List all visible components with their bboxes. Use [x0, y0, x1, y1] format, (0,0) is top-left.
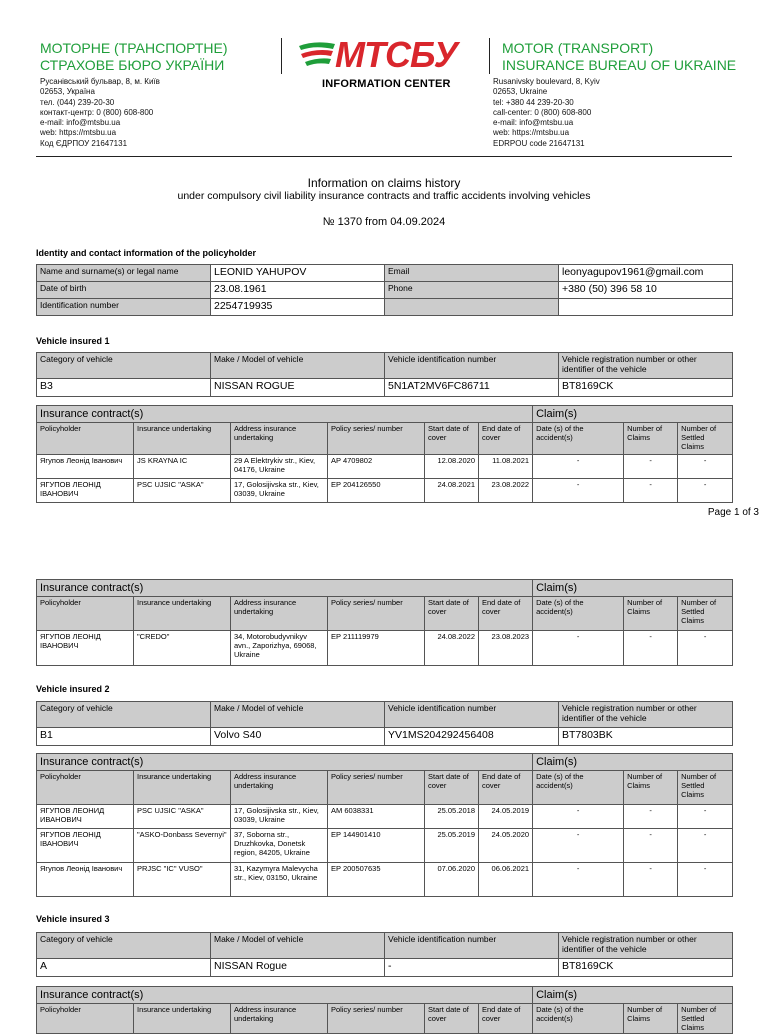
cell-undertaking: PSC UJSIC "ASKA"	[134, 805, 231, 829]
cell-start: 12.08.2020	[425, 455, 479, 479]
col-end: End date of cover	[479, 423, 533, 455]
cell-end: 23.08.2023	[479, 631, 533, 666]
vehicle-reg: BT8169CK	[559, 959, 733, 977]
col-nsettled: Number of Settled Claims	[678, 771, 733, 805]
cell-nsettled: -	[678, 805, 733, 829]
ua-email-line: e-mail: info@mtsbu.ua	[40, 118, 121, 128]
doc-subtitle: under compulsory civil liability insurance contracts and traffic accidents involving vehicles	[177, 190, 591, 202]
en-contact-block	[493, 77, 600, 149]
col-policyholder: Policyholder	[37, 597, 134, 631]
cell-start: 07.06.2020	[425, 863, 479, 897]
en-web-line: web: https://mtsbu.ua	[493, 128, 570, 138]
vin-header: Vehicle identification number	[385, 933, 559, 959]
empty-cell	[385, 299, 559, 316]
cell-policy: EP 211119979	[328, 631, 425, 666]
cell-nsettled: -	[678, 479, 733, 503]
make-header: Make / Model of vehicle	[211, 353, 385, 379]
vehicle-make: NISSAN Rogue	[211, 959, 385, 977]
category-header: Category of vehicle	[37, 933, 211, 959]
cell-holder: Ягупов Леонід Іванович	[37, 863, 134, 897]
ua-web-line: web: https://mtsbu.ua	[40, 128, 117, 138]
col-policy: Policy series/ number	[328, 1004, 425, 1034]
en-email-line: e-mail: info@mtsbu.ua	[493, 118, 574, 128]
cell-accident: -	[533, 479, 624, 503]
cell-policy: AM 6038331	[328, 805, 425, 829]
cell-accident: -	[533, 805, 624, 829]
ua-address-line: Русанівський бульвар, 8, м. Київ	[40, 77, 160, 86]
col-nsettled: Number of Settled Claims	[678, 423, 733, 455]
col-policy: Policy series/ number	[328, 423, 425, 455]
cell-end: 24.05.2020	[479, 829, 533, 863]
col-nclaims: Number of Claims	[624, 423, 678, 455]
name-value: LEONID YAHUPOV	[211, 265, 385, 282]
en-address-line: 02653, Ukraine	[493, 87, 548, 97]
claims-header: Claim(s)	[533, 754, 733, 771]
table-row	[37, 863, 733, 897]
en-title-line-2: INSURANCE BUREAU OF UKRAINE	[502, 57, 737, 73]
ua-phone-line: тел. (044) 239-20-30	[40, 97, 115, 107]
cell-nsettled: -	[678, 863, 733, 897]
page-number: Page 1 of 3	[707, 507, 759, 518]
en-title-line-1: MOTOR (TRANSPORT)	[502, 40, 654, 56]
category-header: Category of vehicle	[37, 353, 211, 379]
col-start: Start date of cover	[425, 1004, 479, 1034]
cell-accident: -	[533, 455, 624, 479]
col-undertaking: Insurance undertaking	[134, 771, 231, 805]
table-row	[37, 805, 733, 829]
col-undertaking: Insurance undertaking	[134, 597, 231, 631]
reg-header: Vehicle registration number or other identifier of the vehicle	[559, 353, 733, 379]
cell-undertaking: JS KRAYNA IC	[134, 455, 231, 479]
col-undertaking: Insurance undertaking	[134, 423, 231, 455]
empty-cell	[559, 299, 733, 316]
vehicle-3-table	[36, 932, 733, 977]
mtsbu-logo	[295, 34, 473, 77]
cell-address: 17, Golosijivska str., Kiev, 03039, Ukraine	[231, 479, 328, 503]
table-row	[37, 455, 733, 479]
col-policy: Policy series/ number	[328, 597, 425, 631]
cell-end: 23.08.2022	[479, 479, 533, 503]
col-undertaking: Insurance undertaking	[134, 1004, 231, 1034]
table-row	[37, 479, 733, 503]
cell-nclaims: -	[624, 829, 678, 863]
cell-undertaking: "ASKO-Donbass Severnyi"	[134, 829, 231, 863]
vin-header: Vehicle identification number	[385, 702, 559, 728]
col-policyholder: Policyholder	[37, 423, 134, 455]
contracts-header: Insurance contract(s)	[37, 580, 533, 597]
vehicle-vin: YV1MS204292456408	[385, 728, 559, 746]
reg-header: Vehicle registration number or other identifier of the vehicle	[559, 933, 733, 959]
col-accident: Date (s) of the accident(s)	[533, 1004, 624, 1034]
vehicle-category: A	[37, 959, 211, 977]
col-policyholder: Policyholder	[37, 771, 134, 805]
cell-address: 29 A Elektrykiv str., Kiev, 04176, Ukraine	[231, 455, 328, 479]
col-nclaims: Number of Claims	[624, 1004, 678, 1034]
cell-holder: ЯГУПОВ ЛЕОНІД ІВАНОВИЧ	[37, 631, 134, 666]
doc-title: Information on claims history	[307, 176, 461, 190]
col-nsettled: Number of Settled Claims	[678, 597, 733, 631]
cell-policy: AP 4709802	[328, 455, 425, 479]
dob-value: 23.08.1961	[211, 282, 385, 299]
en-code-line: EDRPOU code 21647131	[493, 138, 585, 148]
col-start: Start date of cover	[425, 423, 479, 455]
ua-code-line: Код ЄДРПОУ 21647131	[40, 138, 128, 148]
cell-nsettled: -	[678, 455, 733, 479]
col-address: Address insurance undertaking	[231, 771, 328, 805]
cell-start: 25.05.2019	[425, 829, 479, 863]
vehicle-category: B3	[37, 379, 211, 397]
ua-address-line: 02653, Україна	[40, 87, 95, 97]
id-label: Identification number	[37, 299, 211, 316]
col-start: Start date of cover	[425, 771, 479, 805]
policyholder-section-label: Identity and contact information of the policyholder	[36, 248, 257, 258]
cell-nclaims: -	[624, 631, 678, 666]
information-center-label: INFORMATION CENTER	[322, 78, 451, 90]
email-label: Email	[385, 265, 559, 282]
cell-address: 34, Motorobudyvnikyv avn., Zaporizhya, 69068, Ukraine	[231, 631, 328, 666]
col-policyholder: Policyholder	[37, 1004, 134, 1034]
cell-end: 06.06.2021	[479, 863, 533, 897]
vin-header: Vehicle identification number	[385, 353, 559, 379]
vehicle-vin: 5N1AT2MV6FC86711	[385, 379, 559, 397]
cell-nclaims: -	[624, 805, 678, 829]
cell-end: 11.08.2021	[479, 455, 533, 479]
col-nsettled: Number of Settled Claims	[678, 1004, 733, 1034]
vehicle-make: NISSAN ROGUE	[211, 379, 385, 397]
logo-text: МТСБУ	[335, 34, 457, 75]
claims-header: Claim(s)	[533, 987, 733, 1004]
cell-accident: -	[533, 829, 624, 863]
id-value: 2254719935	[211, 299, 385, 316]
cell-policy: EP 144901410	[328, 829, 425, 863]
cell-nsettled: -	[678, 829, 733, 863]
col-policy: Policy series/ number	[328, 771, 425, 805]
vehicle-reg: BT8169CK	[559, 379, 733, 397]
cell-nclaims: -	[624, 863, 678, 897]
en-callcenter-line: call-center: 0 (800) 608-800	[493, 107, 592, 117]
category-header: Category of vehicle	[37, 702, 211, 728]
col-end: End date of cover	[479, 1004, 533, 1034]
reg-header: Vehicle registration number or other identifier of the vehicle	[559, 702, 733, 728]
cell-holder: ЯГУПОВ ЛЕОНІД ІВАНОВИЧ	[37, 829, 134, 863]
contracts-table-v1-continued	[36, 579, 733, 666]
table-row	[37, 631, 733, 666]
vehicle-reg: BT7803BK	[559, 728, 733, 746]
contracts-header: Insurance contract(s)	[37, 406, 533, 423]
make-header: Make / Model of vehicle	[211, 702, 385, 728]
col-end: End date of cover	[479, 771, 533, 805]
cell-holder: ЯГУПОВ ЛЕОНІД ІВАНОВИЧ	[37, 479, 134, 503]
col-start: Start date of cover	[425, 597, 479, 631]
cell-nclaims: -	[624, 479, 678, 503]
vehicle-2-table	[36, 701, 733, 746]
contracts-table-v1	[36, 405, 733, 503]
ua-title-line-2: СТРАХОВЕ БЮРО УКРАЇНИ	[40, 57, 225, 73]
col-address: Address insurance undertaking	[231, 1004, 328, 1034]
contracts-table-v3	[36, 986, 733, 1034]
cell-holder: Ягупов Леонід Іванович	[37, 455, 134, 479]
table-row	[37, 829, 733, 863]
cell-nclaims: -	[624, 455, 678, 479]
col-accident: Date (s) of the accident(s)	[533, 423, 624, 455]
vehicle-2-label: Vehicle insured 2	[36, 684, 110, 694]
cell-start: 24.08.2021	[425, 479, 479, 503]
cell-end: 24.05.2019	[479, 805, 533, 829]
vehicle-vin: -	[385, 959, 559, 977]
vehicle-make: Volvo S40	[211, 728, 385, 746]
claims-header: Claim(s)	[533, 580, 733, 597]
cell-undertaking: "CREDO"	[134, 631, 231, 666]
en-address-line: Rusanivsky boulevard, 8, Kyiv	[493, 77, 600, 86]
vehicle-category: B1	[37, 728, 211, 746]
vehicle-1-label: Vehicle insured 1	[36, 336, 110, 346]
cell-address: 31, Kazymyra Malevycha str., Kiev, 03150, Ukraine	[231, 863, 328, 897]
cell-policy: EP 200507635	[328, 863, 425, 897]
phone-value: +380 (50) 396 58 10	[559, 282, 733, 299]
email-value: leonyagupov1961@gmail.com	[559, 265, 733, 282]
dob-label: Date of birth	[37, 282, 211, 299]
col-accident: Date (s) of the accident(s)	[533, 597, 624, 631]
header-divider	[36, 156, 732, 157]
col-accident: Date (s) of the accident(s)	[533, 771, 624, 805]
cell-start: 24.08.2022	[425, 631, 479, 666]
phone-label: Phone	[385, 282, 559, 299]
cell-undertaking: PRJSC "IC" VUSO"	[134, 863, 231, 897]
cell-holder: ЯГУПОВ ЛЕОНИД ИВАНОВИЧ	[37, 805, 134, 829]
cell-accident: -	[533, 863, 624, 897]
ua-title-line-1: МОТОРНЕ (ТРАНСПОРТНЕ)	[40, 40, 228, 56]
cell-start: 25.05.2018	[425, 805, 479, 829]
cell-undertaking: PSC UJSIC "ASKA"	[134, 479, 231, 503]
col-nclaims: Number of Claims	[624, 771, 678, 805]
cell-accident: -	[533, 631, 624, 666]
cell-nsettled: -	[678, 631, 733, 666]
en-phone-line: tel: +380 44 239-20-30	[493, 97, 574, 107]
col-address: Address insurance undertaking	[231, 423, 328, 455]
col-address: Address insurance undertaking	[231, 597, 328, 631]
ua-callcenter-line: контакт-центр: 0 (800) 608-800	[40, 107, 154, 117]
make-header: Make / Model of vehicle	[211, 933, 385, 959]
contracts-header: Insurance contract(s)	[37, 754, 533, 771]
contracts-header: Insurance contract(s)	[37, 987, 533, 1004]
cell-address: 37, Soborna str., Druzhkovka, Donetsk region, 84205, Ukraine	[231, 829, 328, 863]
name-label: Name and surname(s) or legal name	[37, 265, 211, 282]
vehicle-1-table	[36, 352, 733, 397]
col-nclaims: Number of Claims	[624, 597, 678, 631]
doc-number: № 1370 from 04.09.2024	[322, 216, 446, 228]
contracts-table-v2	[36, 753, 733, 897]
cell-policy: EP 204126550	[328, 479, 425, 503]
cell-address: 17, Golosijivska str., Kiev, 03039, Ukraine	[231, 805, 328, 829]
claims-header: Claim(s)	[533, 406, 733, 423]
ua-contact-block	[40, 77, 160, 149]
vehicle-3-label: Vehicle insured 3	[36, 914, 110, 924]
col-end: End date of cover	[479, 597, 533, 631]
policyholder-table	[36, 264, 733, 316]
